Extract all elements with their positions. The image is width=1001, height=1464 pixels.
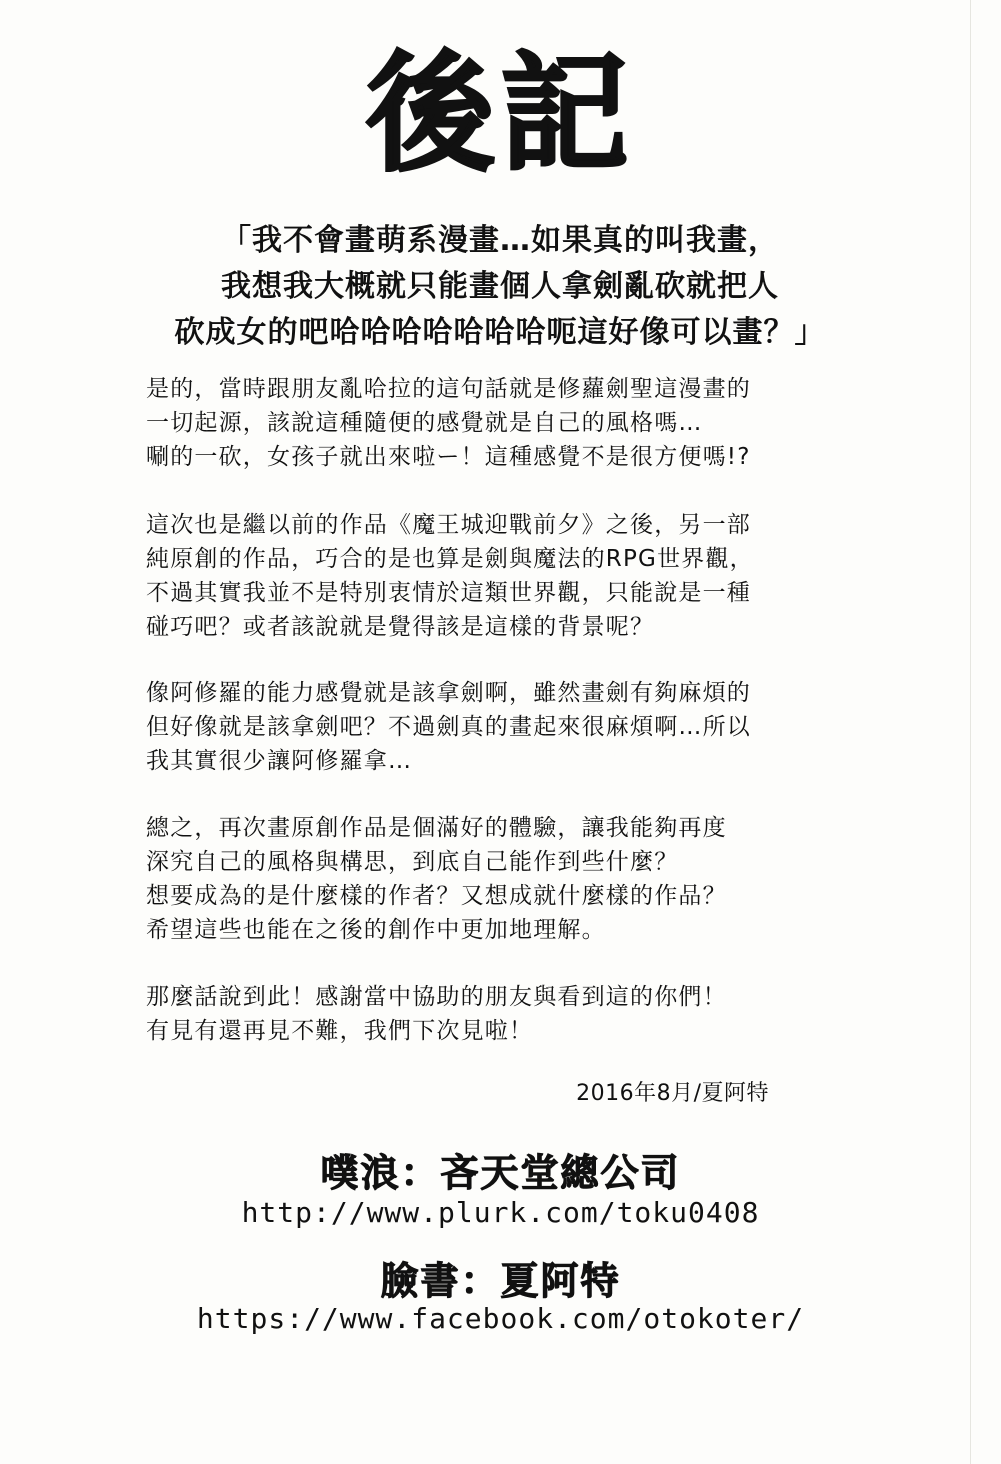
paragraph-line: 純原創的作品，巧合的是也算是劍與魔法的RPG世界觀， [146,546,754,572]
quote-line: 我想我大概就只能畫個人拿劍亂砍就把人 [221,269,779,304]
paragraph-line: 那麼話說到此！感謝當中協助的朋友與看到這的你們！ [146,984,727,1010]
plurk-url-link[interactable]: http://www.plurk.com/toku0408 [241,1196,760,1229]
plurk-label: 噗浪：吝天堂總公司 [320,1151,681,1195]
paragraph-line: 不過其實我並不是特別衷情於這類世界觀，只能說是一種 [146,580,751,606]
signature-date: 2016年8月/夏阿特 [576,1081,769,1106]
paragraph-thanks [146,980,846,1048]
paragraph-line: 一切起源，該說這種隨便的感覺就是自己的風格嗎… [146,410,703,436]
paragraph-line: 我其實很少讓阿修羅拿… [146,748,413,774]
paragraph-line: 但好像就是該拿劍吧？不過劍真的畫起來很麻煩啊…所以 [146,714,751,740]
paragraph-line: 希望這些也能在之後的創作中更加地理解。 [146,917,606,943]
paragraph-origin [146,372,846,474]
paragraph-sword [146,676,846,778]
quote-line: 砍成女的吧哈哈哈哈哈哈哈呃這好像可以畫？」 [174,315,826,350]
paragraph-line: 像阿修羅的能力感覺就是該拿劍啊，雖然畫劍有夠麻煩的 [146,680,751,706]
facebook-url-link[interactable]: https://www.facebook.com/otokoter/ [196,1302,805,1335]
paragraph-line: 有見有還再見不難，我們下次見啦！ [146,1018,534,1044]
paragraph-reflection [146,811,846,947]
page-edge-line [970,0,971,1464]
paragraph-line: 唰的一砍，女孩子就出來啦ー！這種感覺不是很方便嗎!? [146,444,751,470]
paragraph-line: 這次也是繼以前的作品《魔王城迎戰前夕》之後，另一部 [146,512,751,538]
paragraph-line: 是的，當時跟朋友亂哈拉的這句話就是修蘿劍聖這漫畫的 [146,376,751,402]
facebook-label: 臉書：夏阿特 [380,1259,621,1303]
quote-line: 「我不會畫萌系漫畫…如果真的叫我畫， [221,223,779,258]
opening-quote [120,218,880,356]
paragraph-line: 想要成為的是什麼樣的作者？又想成就什麼樣的作品？ [146,883,727,909]
paragraph-line: 總之，再次畫原創作品是個滿好的體驗，讓我能夠再度 [146,815,727,841]
paragraph-previous-work [146,508,846,644]
page-title: 後記 [366,40,635,189]
paragraph-line: 深究自己的風格與構思，到底自己能作到些什麼？ [146,849,679,875]
paragraph-line: 碰巧吧？或者該說就是覺得該是這樣的背景呢？ [146,614,655,640]
